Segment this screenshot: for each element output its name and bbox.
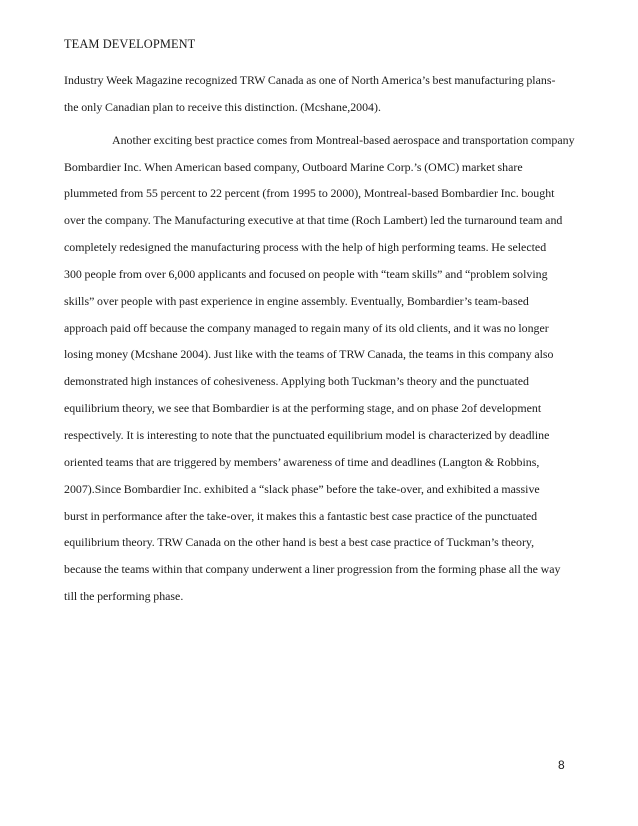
text-line: Industry Week Magazine recognized TRW Canada as one of North America’s best manufacturing plans- bbox=[64, 73, 556, 87]
text-line: over the company. The Manufacturing executive at that time (Roch Lambert) led the turnaround team and bbox=[64, 213, 563, 228]
text-line: the only Canadian plan to receive this distinction. (Mcshane,2004). bbox=[64, 99, 381, 114]
paragraph-bombardier bbox=[64, 127, 576, 610]
text-line: respectively. It is interesting to note that the punctuated equilibrium model is characterized by deadline bbox=[64, 427, 550, 442]
body-text bbox=[64, 67, 576, 610]
text-line: approach paid off because the company managed to regain many of its old clients, and it was no longer bbox=[64, 320, 549, 335]
text-line: 300 people from over 6,000 applicants and focused on people with “team skills” and “problem solving bbox=[64, 266, 548, 281]
text-line: equilibrium theory. TRW Canada on the other hand is best a best case practice of Tuckman’s theory, bbox=[64, 535, 535, 550]
text-line: equilibrium theory, we see that Bombardier is at the performing stage, and on phase 2of development bbox=[64, 401, 542, 416]
text-line: till the performing phase. bbox=[64, 589, 184, 604]
text-line: 2007).Since Bombardier Inc. exhibited a “slack phase” before the take-over, and exhibited a massive bbox=[64, 481, 540, 496]
text-line: completely redesigned the manufacturing process with the help of high performing teams. He selected bbox=[64, 240, 547, 255]
text-line: because the teams within that company underwent a liner progression from the forming phase all the way bbox=[64, 562, 561, 577]
page-number: 8 bbox=[558, 758, 565, 772]
text-line: burst in performance after the take-over, it makes this a fantastic best case practice of the punctuated bbox=[64, 508, 538, 523]
text-line: Another exciting best practice comes from Montreal-based aerospace and transportation company bbox=[112, 132, 575, 147]
text-line: skills” over people with past experience in engine assembly. Eventually, Bombardier’s team-based bbox=[64, 293, 529, 308]
running-head: TEAM DEVELOPMENT bbox=[64, 37, 196, 51]
text-line: Bombardier Inc. When American based company, Outboard Marine Corp.’s (OMC) market share bbox=[64, 159, 523, 174]
text-line: losing money (Mcshane 2004). Just like with the teams of TRW Canada, the teams in this company also bbox=[64, 347, 554, 362]
text-line: demonstrated high instances of cohesiveness. Applying both Tuckman’s theory and the punctuated bbox=[64, 374, 529, 389]
text-line: oriented teams that are triggered by members’ awareness of time and deadlines (Langton & Robbins, bbox=[64, 454, 540, 469]
text-line: plummeted from 55 percent to 22 percent (from 1995 to 2000), Montreal-based Bombardier Inc. bought bbox=[64, 186, 555, 201]
paragraph-continuation bbox=[64, 67, 576, 121]
